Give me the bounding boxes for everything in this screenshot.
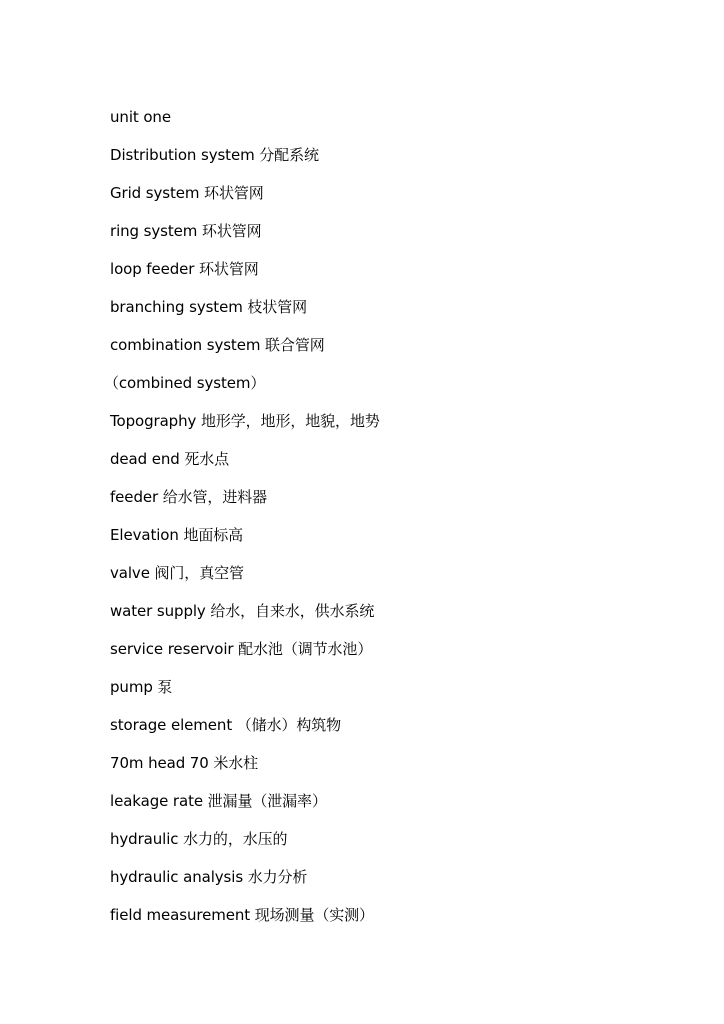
glossary-line: Topography 地形学，地形，地貌，地势 — [110, 412, 380, 430]
glossary-line: ring system 环状管网 — [110, 222, 262, 240]
glossary-list — [104, 105, 690, 941]
glossary-line: （combined system） — [104, 374, 266, 392]
glossary-line: loop feeder 环状管网 — [110, 260, 259, 278]
glossary-line: field measurement 现场测量（实测） — [110, 906, 374, 924]
glossary-line: hydraulic analysis 水力分析 — [110, 868, 308, 886]
glossary-line: hydraulic 水力的，水压的 — [110, 830, 288, 848]
glossary-line: dead end 死水点 — [110, 450, 230, 468]
glossary-line: Grid system 环状管网 — [110, 184, 264, 202]
glossary-line: valve 阀门，真空管 — [110, 564, 244, 582]
glossary-line: storage element （储水）构筑物 — [110, 716, 342, 734]
glossary-line: Elevation 地面标高 — [110, 526, 244, 544]
glossary-line: unit one — [110, 108, 171, 126]
glossary-line: leakage rate 泄漏量（泄漏率） — [110, 792, 327, 810]
glossary-line: combination system 联合管网 — [110, 336, 325, 354]
glossary-line: feeder 给水管，进料器 — [110, 488, 268, 506]
glossary-line: water supply 给水，自来水，供水系统 — [110, 602, 375, 620]
glossary-line: 70m head 70 米水柱 — [110, 754, 259, 772]
glossary-line: pump 泵 — [110, 678, 173, 696]
glossary-line: service reservoir 配水池（调节水池） — [110, 640, 373, 658]
glossary-line: branching system 枝状管网 — [110, 298, 308, 316]
glossary-line: Distribution system 分配系统 — [110, 146, 319, 164]
